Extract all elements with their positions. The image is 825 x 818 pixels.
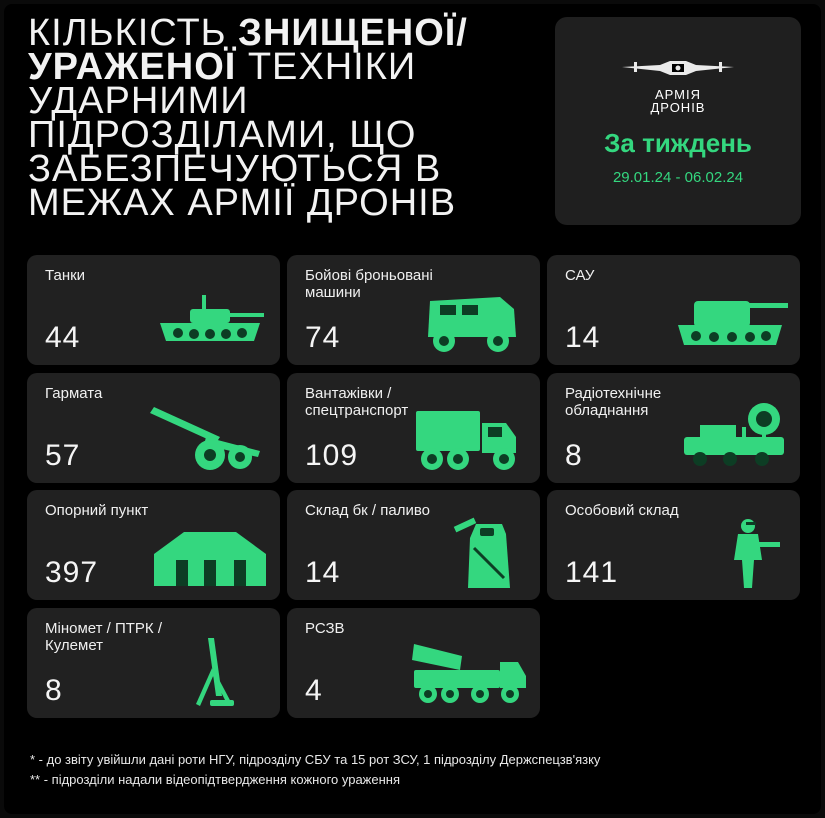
period-panel: [555, 17, 801, 225]
card-label: Вантажівки / спецтранспорт: [305, 385, 409, 419]
card-value: 44: [45, 321, 81, 354]
card-value: 8: [565, 439, 583, 472]
headline: [28, 12, 538, 224]
card-label: Радіотехнічне обладнання: [565, 385, 662, 419]
card-label: САУ: [565, 267, 595, 284]
card-value: 8: [45, 674, 63, 707]
headline-line1-bold: ЗНИЩЕНОЇ/: [238, 12, 468, 54]
armored-vehicle-icon: [410, 279, 530, 357]
stat-card-strongpoints: [27, 490, 280, 600]
headline-line4: ПІДРОЗДІЛАМИ, ЩО: [28, 114, 417, 156]
card-value: 397: [45, 556, 99, 589]
period-title: За тиждень: [604, 128, 752, 158]
stat-card-personnel: [547, 490, 800, 600]
card-label: Склад бк / паливо: [305, 502, 430, 519]
headline-line3: УДАРНИМИ: [28, 80, 249, 122]
headline-line2-bold: УРАЖЕНОЇ: [28, 46, 237, 88]
card-label: Міномет / ПТРК /Кулемет: [45, 620, 163, 654]
card-value: 57: [45, 439, 81, 472]
stat-card-guns: [27, 373, 280, 483]
stat-card-armored-vehicles: [287, 255, 540, 365]
card-value: 74: [305, 321, 341, 354]
stat-card-radio-equipment: [547, 373, 800, 483]
radar-equipment-icon: [670, 397, 790, 475]
stat-card-tanks: [27, 255, 280, 365]
card-label: Бойові броньовані машини: [305, 267, 433, 301]
jerrycan-icon: [410, 514, 530, 592]
footnote-1: * - до звіту увійшли дані роти НГУ, підрозділу СБУ та 15 рот ЗСУ, 1 підрозділу Держспецзв'язку: [30, 752, 601, 767]
mortar-icon: [150, 632, 270, 710]
logo-text-line1: АРМІЯ: [654, 87, 702, 102]
logo-text-line2: ДРОНІВ: [650, 100, 706, 115]
rocket-launcher-icon: [410, 632, 530, 710]
card-value: 14: [565, 321, 601, 354]
truck-icon: [410, 397, 530, 475]
card-value: 4: [305, 674, 323, 707]
headline-line2-rest: ТЕХНІКИ: [236, 46, 417, 88]
card-value: 141: [565, 556, 619, 589]
stat-card-self-propelled-artillery: [547, 255, 800, 365]
card-label: РСЗВ: [305, 620, 345, 637]
card-label: Опорний пункт: [45, 502, 149, 519]
headline-line6: МЕЖАХ АРМІЇ ДРОНІВ: [28, 182, 457, 224]
tank-icon: [150, 279, 270, 357]
card-value: 109: [305, 439, 359, 472]
howitzer-icon: [150, 397, 270, 475]
headline-line5: ЗАБЕЗПЕЧУЮТЬСЯ В: [28, 148, 442, 190]
drone-logo-icon: [620, 57, 736, 85]
stat-card-mlrs: [287, 608, 540, 718]
footnote-2: ** - підрозділи надали відеопідтвердження кожного ураження: [30, 772, 400, 787]
soldier-icon: [670, 514, 790, 592]
tent-icon: [150, 514, 270, 592]
card-label: Особовий склад: [565, 502, 679, 519]
card-label: Гармата: [45, 385, 103, 402]
headline-line1-pre: КІЛЬКІСТЬ: [28, 12, 239, 54]
stat-card-ammo-fuel-depot: [287, 490, 540, 600]
card-label: Танки: [45, 267, 86, 284]
stat-card-mortars: [27, 608, 280, 718]
period-dates: 29.01.24 - 06.02.24: [612, 169, 744, 186]
card-value: 14: [305, 556, 341, 589]
self-propelled-artillery-icon: [670, 279, 790, 357]
stat-card-trucks: [287, 373, 540, 483]
